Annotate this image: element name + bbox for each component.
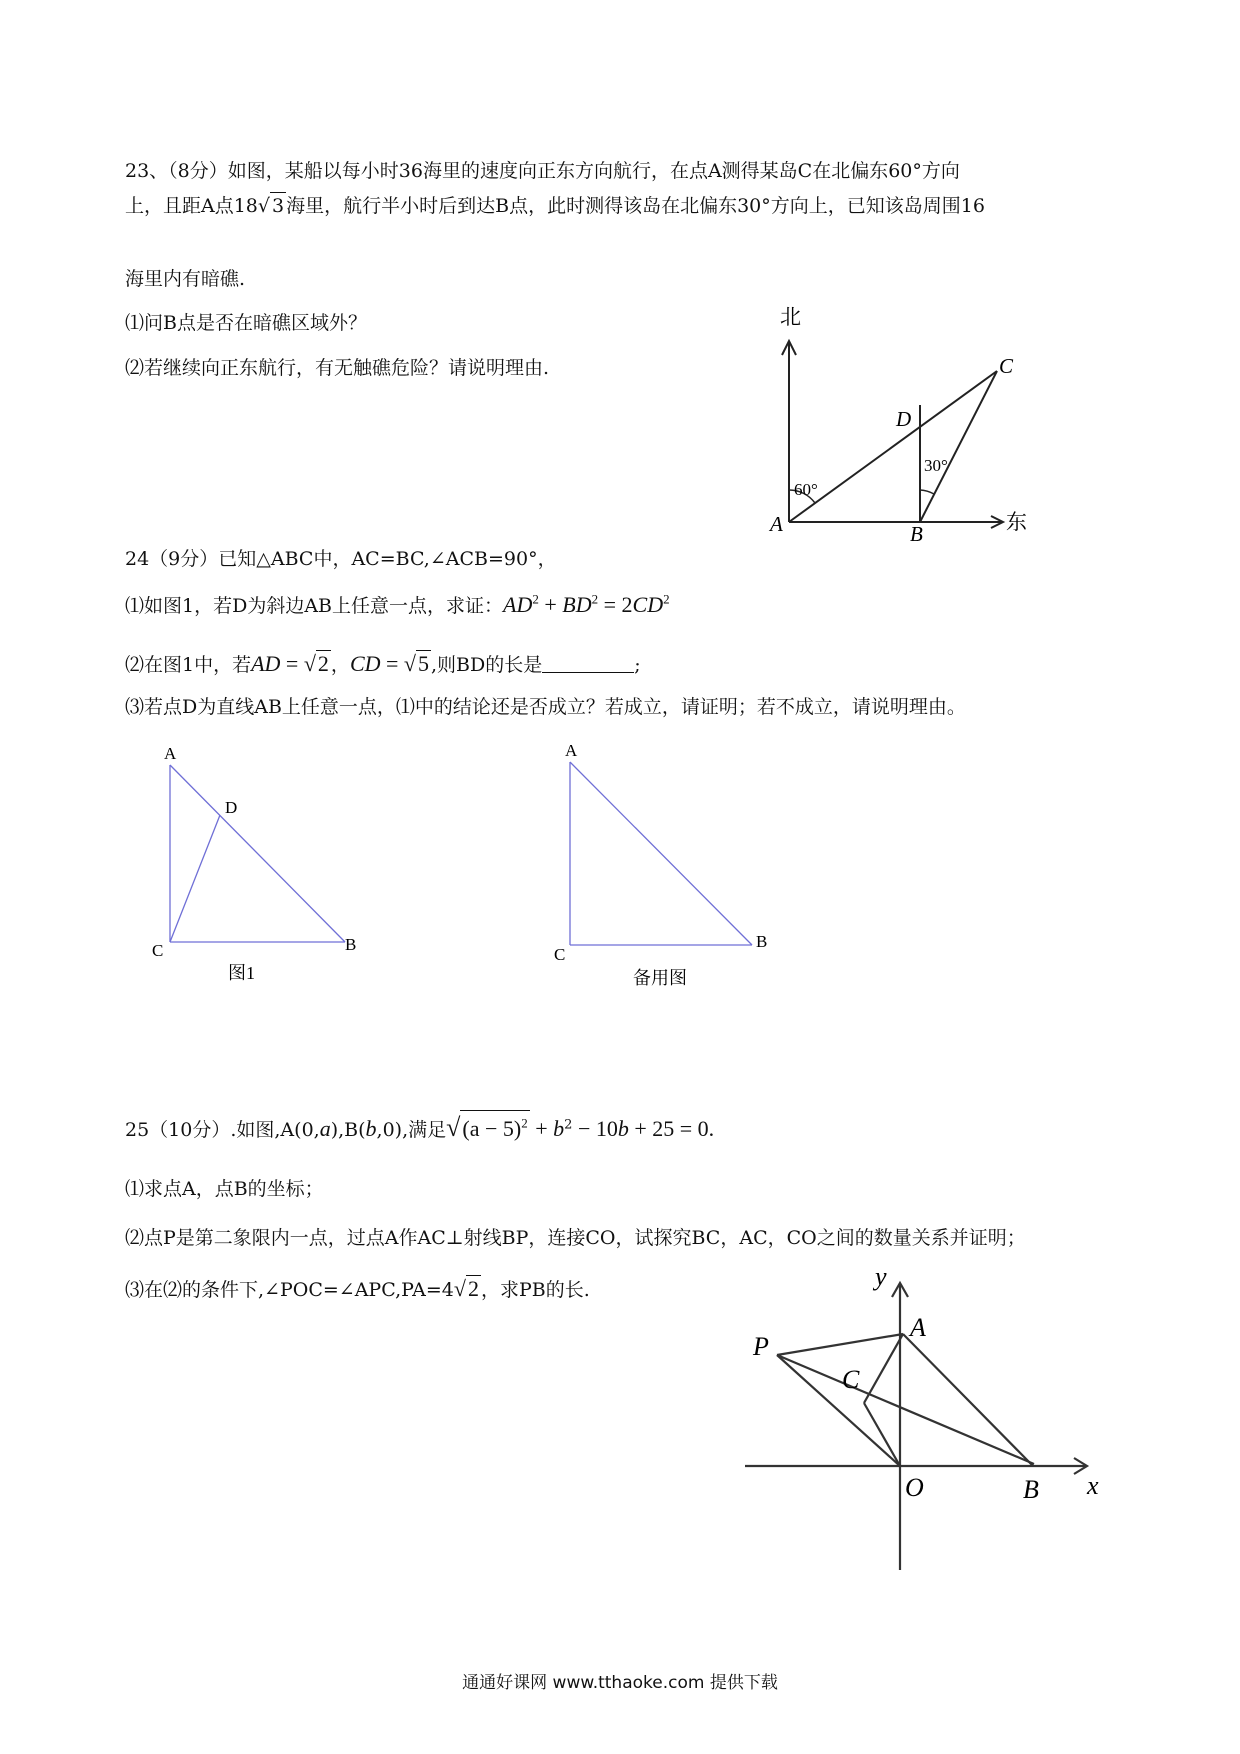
sqrt-symbol: √2: [303, 651, 329, 676]
point-C-label: C: [842, 1365, 860, 1394]
q24-part3: ⑶若点D为直线AB上任意一点，⑴中的结论还是否成立？若成立，请证明；若不成立，请说明理由。: [125, 696, 966, 718]
q24-figure-1: [150, 745, 370, 995]
q23-figure: [770, 305, 1040, 546]
q24-part2: ⑵在图1中，若AD = √2 ，CD = √5 ,则BD的长是 ;: [125, 651, 641, 676]
q24-part2-pre: ⑵在图1中，若: [125, 654, 252, 676]
segment-AB: [903, 1334, 1033, 1466]
angle-30-arc: [920, 490, 934, 494]
angle-30-label: 30°: [924, 456, 948, 475]
segment-PB: [777, 1355, 1034, 1464]
point-D-label: D: [225, 798, 238, 817]
q23-line2: [125, 192, 985, 219]
sqrt-symbol: $√(a - 5)^2$: [446, 1110, 530, 1147]
answer-blank[interactable]: [542, 654, 634, 673]
segment-CD: [170, 815, 220, 942]
point-A-label: A: [164, 744, 177, 763]
q25-stem: 25（10分）.如图,A(0,a),B(b,0),满足$√(a - 5)^2 + b^2 - 10b + 25 = 0$.: [125, 1110, 714, 1148]
side-AB: [170, 765, 345, 942]
q23-line1: 23、（8分）如图，某船以每小时36海里的速度向正东方向航行，在点A测得某岛C在北偏东60°方向: [125, 160, 960, 182]
segment-BC: [920, 371, 997, 522]
point-B-label: B: [1023, 1475, 1039, 1504]
point-B-label: B: [345, 935, 357, 954]
point-B-label: B: [910, 522, 923, 546]
segment-AC: [864, 1334, 903, 1403]
q25-part1: ⑴求点A，点B的坐标；: [125, 1178, 324, 1200]
point-B-label: B: [756, 932, 768, 951]
segment-PA: [777, 1334, 903, 1355]
point-C-label: C: [152, 941, 164, 960]
point-O-label: O: [905, 1473, 924, 1502]
q25-figure: [735, 1255, 1115, 1585]
q24-part1-formula: $AD^2 + BD^2 = 2CD^2$: [503, 591, 670, 617]
q23-line3: 海里内有暗礁.: [125, 268, 246, 290]
side-AB: [570, 762, 752, 945]
point-D-label: D: [896, 407, 912, 431]
segment-CO: [864, 1403, 900, 1466]
point-A-label: A: [770, 512, 783, 536]
point-C-label: C: [554, 945, 566, 964]
q23-line2-post: 海里，航行半小时后到达B点，此时测得该岛在北偏东30°方向上，已知该岛周围16: [286, 195, 985, 217]
q24-stem: 24（9分）已知△ABC中，AC=BC,∠ACB=90°，: [125, 548, 557, 570]
point-C-label: C: [999, 354, 1014, 378]
point-A-label: A: [910, 1313, 926, 1342]
angle-60-label: 60°: [794, 480, 818, 499]
q24-part1: [125, 592, 670, 619]
sqrt-symbol: √ 3: [258, 192, 286, 219]
sqrt-symbol: √5: [403, 651, 429, 676]
q23-part1: ⑴问B点是否在暗礁区域外？: [125, 312, 367, 334]
q23-line2-pre: 上，且距A点18: [125, 195, 258, 217]
q24-part2-post: ,则BD的长是: [431, 654, 543, 676]
figure-1-caption: 图1: [228, 963, 255, 983]
q23-part2: ⑵若继续向正东航行，有无触礁危险？请说明理由.: [125, 357, 550, 379]
point-P-label: P: [753, 1332, 769, 1361]
y-axis-label: y: [875, 1262, 887, 1291]
sqrt-symbol: √2: [453, 1276, 479, 1301]
point-A-label: A: [565, 741, 578, 760]
q25-part3: ⑶在⑵的条件下,∠POC=∠APC,PA=4√2 ，求PB的长.: [125, 1276, 590, 1301]
north-label: 北: [780, 305, 801, 329]
q24-part1-pre: ⑴如图1，若D为斜边AB上任意一点，求证：: [125, 595, 504, 617]
east-label: 东: [1006, 510, 1027, 534]
footer-source: 通通好课网 www.tthaoke.com 提供下载: [462, 1673, 778, 1693]
q24-figure-backup: [550, 742, 790, 997]
q25-part2: ⑵点P是第二象限内一点，过点A作AC⊥射线BP，连接CO，试探究BC，AC，CO之间的数量关系并证明；: [125, 1227, 1026, 1249]
backup-figure-caption: 备用图: [633, 968, 687, 988]
x-axis-label: x: [1087, 1471, 1099, 1500]
segment-AC: [789, 371, 997, 522]
